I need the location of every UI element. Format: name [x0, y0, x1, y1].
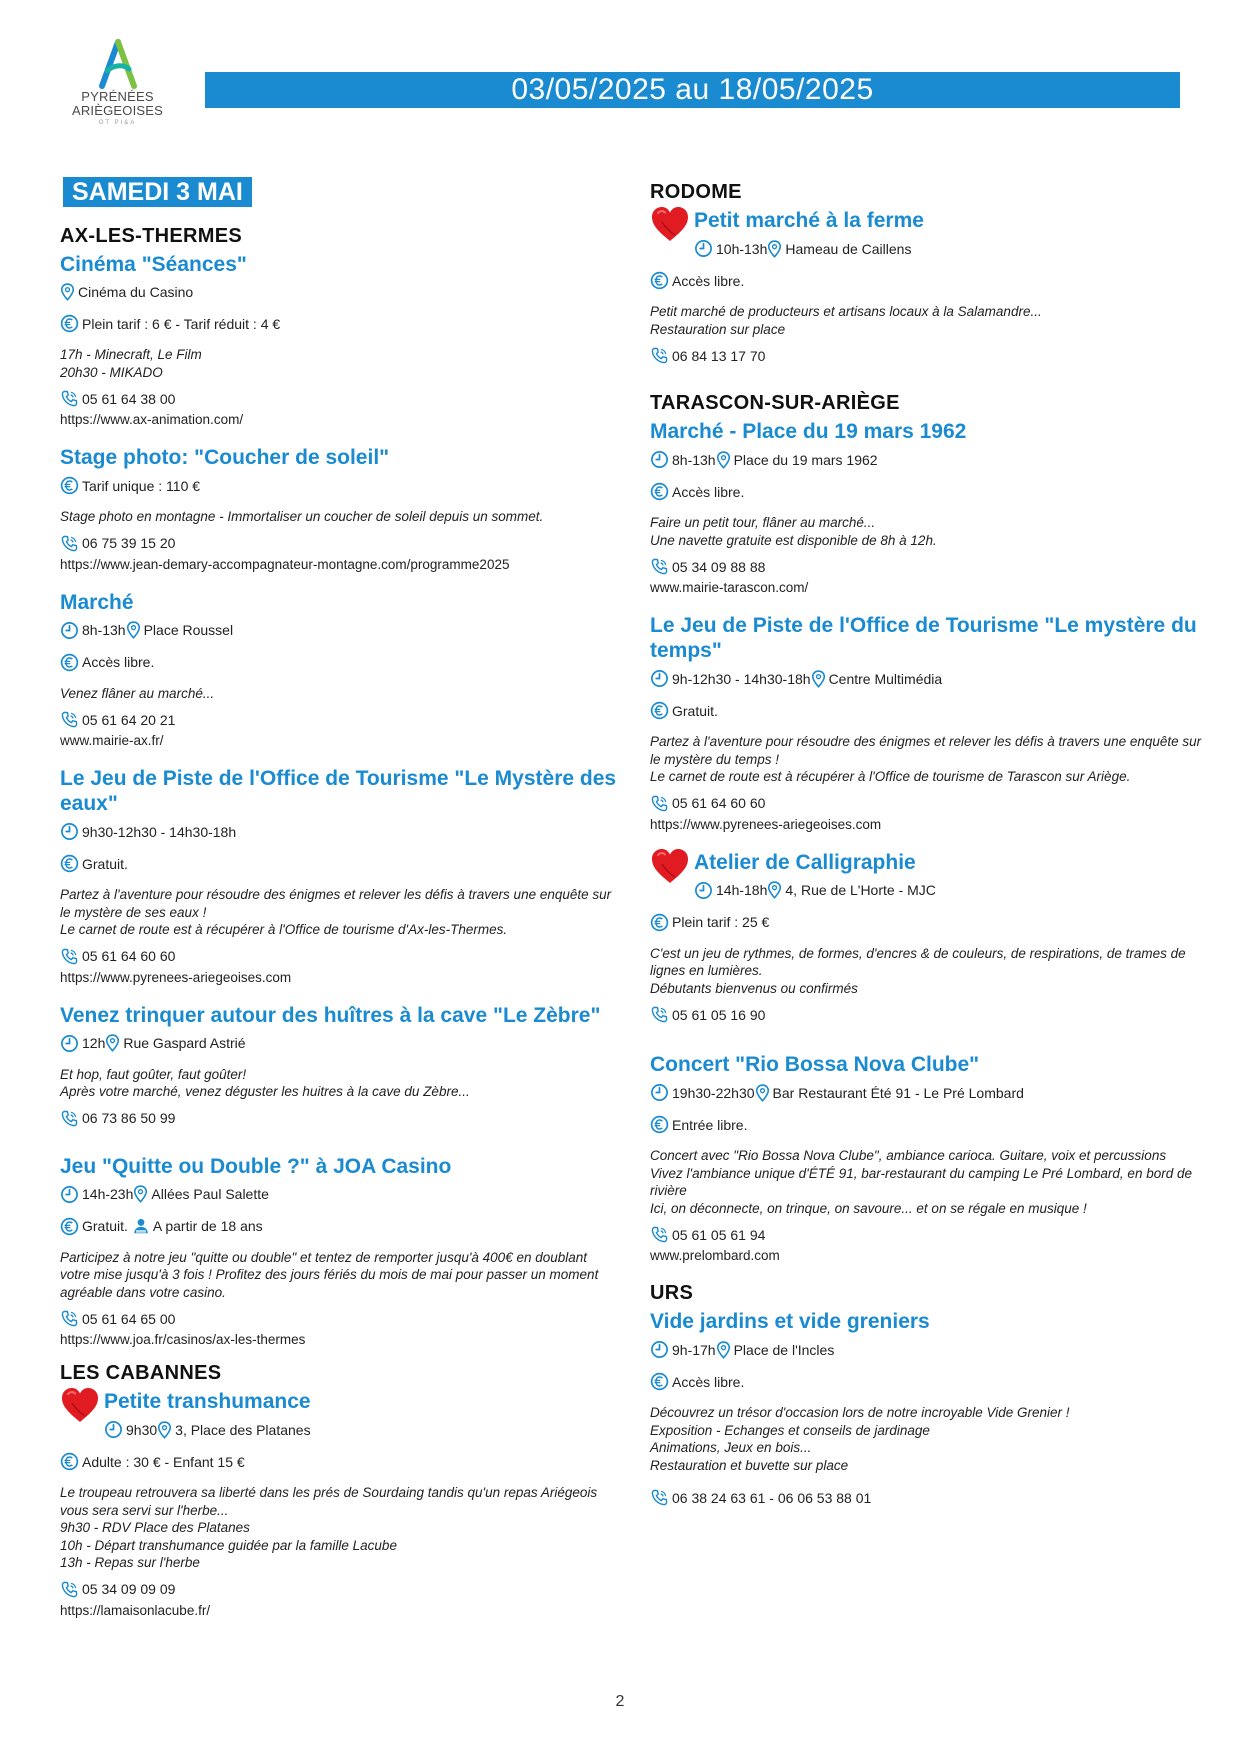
euro-icon: [60, 1217, 79, 1236]
event-phone-row: [60, 1309, 620, 1328]
event-url[interactable]: www.mairie-ax.fr/: [60, 733, 164, 748]
logo-line-2: ARIÈGEOISES: [71, 103, 164, 118]
event-price: Gratuit.: [672, 702, 718, 719]
event: [650, 850, 1210, 1025]
event-phone[interactable]: 05 61 64 38 00: [82, 390, 176, 407]
description-line: Concert avec "Rio Bossa Nova Clube", ambiance carioca. Guitare, voix et percussions: [650, 1148, 1167, 1163]
location-pin-icon: [60, 283, 75, 301]
description-line: Le carnet de route est à récupérer à l'Office de tourisme d'Ax-les-Thermes.: [60, 922, 508, 937]
event-description: [60, 685, 620, 703]
event-phone-row: [60, 1109, 620, 1128]
euro-icon: [60, 1452, 79, 1471]
event-price: Plein tarif : 6 € - Tarif réduit : 4 €: [82, 315, 281, 332]
event-hours: 19h30-22h30: [672, 1084, 755, 1101]
description-line: C'est un jeu de rythmes, de formes, d'encres & de couleurs, de respirations, de trames de lignes en lumières.: [650, 945, 1186, 978]
description-line: Animations, Jeux en bois...: [650, 1440, 812, 1455]
event-hours: 9h-17h: [672, 1341, 716, 1358]
description-line: Partez à l'aventure pour résoudre des énigmes et relever les défis à travers une enquête sur le mystère de ses eaux !: [60, 887, 612, 920]
event-phone[interactable]: 05 61 64 60 60: [82, 948, 176, 964]
description-line: Venez flâner au marché...: [60, 685, 215, 701]
event: [650, 1309, 1210, 1507]
phone-icon: [60, 1309, 79, 1328]
clock-icon: [650, 669, 669, 688]
phone-icon: [60, 1580, 79, 1599]
event-title: Concert "Rio Bossa Nova Clube": [650, 1053, 980, 1076]
left-column: [60, 224, 620, 1636]
phone-icon: [650, 1225, 669, 1244]
description-line: Petit marché de producteurs et artisans locaux à la Salamandre...: [650, 304, 1042, 319]
description-line: Une navette gratuite est disponible de 8h à 12h.: [650, 532, 937, 548]
clock-icon: [104, 1420, 123, 1439]
event-price-row: [650, 1372, 1210, 1391]
heart-icon: [648, 846, 692, 891]
event-place: Hameau de Caillens: [785, 240, 912, 257]
event-meta: [60, 1185, 620, 1204]
event-phone[interactable]: 06 84 13 17 70: [672, 347, 766, 364]
event-price: Plein tarif : 25 €: [672, 914, 770, 930]
description-line: Restauration et buvette sur place: [650, 1457, 849, 1473]
clock-icon: [650, 1340, 669, 1359]
event-description: [650, 733, 1210, 786]
event-meta: [60, 1034, 620, 1053]
event-phone[interactable]: 05 61 64 65 00: [82, 1310, 176, 1327]
event-place: Place Roussel: [143, 622, 234, 638]
location-pin-icon: [767, 881, 782, 899]
event: [60, 1154, 620, 1350]
description-line: Et hop, faut goûter, faut goûter!: [60, 1066, 247, 1082]
event-title: Le Jeu de Piste de l'Office de Tourisme "Le mystère du temps": [650, 614, 1197, 662]
event-title: Marché: [60, 590, 134, 614]
logo-mark-icon: [94, 38, 142, 90]
clock-icon: [60, 822, 79, 841]
event-place: Place du 19 mars 1962: [733, 451, 878, 468]
event-description: [60, 1066, 620, 1101]
description-line: Le carnet de route est à récupérer à l'Office de tourisme de Tarascon sur Ariège.: [650, 769, 1131, 784]
event-description: [650, 1404, 1210, 1474]
event-hours: 9h-12h30 - 14h30-18h: [672, 670, 811, 687]
description-line: Débutants bienvenus ou confirmés: [650, 980, 858, 996]
event-hours: 14h-23h: [82, 1186, 134, 1202]
event-description: [650, 303, 1210, 338]
description-line: 10h - Départ transhumance guidée par la famille Lacube: [60, 1537, 397, 1553]
event-title: Le Jeu de Piste de l'Office de Tourisme "Le Mystère des eaux": [60, 767, 617, 815]
event-price: Adulte : 30 € - Enfant 15 €: [82, 1453, 245, 1470]
clock-icon: [60, 1185, 79, 1204]
location-pin-icon: [767, 240, 782, 258]
event-description: [650, 945, 1210, 998]
event-phone[interactable]: 06 75 39 15 20: [82, 535, 176, 551]
event-phone[interactable]: 05 61 64 60 60: [672, 795, 766, 811]
event-phone-row: [650, 1225, 1210, 1244]
phone-icon: [60, 534, 79, 553]
event-phone[interactable]: 06 38 24 63 61 - 06 06 53 88 01: [672, 1489, 872, 1506]
event-hours: 9h30: [126, 1421, 158, 1438]
phone-icon: [60, 1109, 79, 1128]
event-title: Vide jardins et vide greniers: [650, 1310, 930, 1333]
event-description: [60, 1484, 620, 1572]
description-line: Partez à l'aventure pour résoudre des énigmes et relever les défis à travers une enquête sur le mystère du temps !: [650, 734, 1202, 767]
day-heading: SAMEDI 3 MAI: [63, 177, 252, 207]
event-phone-row: [650, 557, 1210, 576]
description-line: Ici, on déconnecte, on trinque, on savoure... et on se régale en musique !: [650, 1200, 1087, 1216]
event-price-row: [60, 653, 620, 672]
event-meta: [650, 1083, 1210, 1102]
event-phone-row: [60, 710, 620, 729]
event-hours: 9h30-12h30 - 14h30-18h: [82, 823, 237, 840]
location-pin-icon: [811, 670, 826, 688]
event-url[interactable]: https://www.pyrenees-ariegeoises.com: [650, 816, 882, 832]
event-place: Cinéma du Casino: [78, 284, 194, 300]
euro-icon: [60, 854, 79, 873]
phone-icon: [650, 557, 669, 576]
event-phone-row: [60, 1580, 620, 1599]
event-hours: 8h-13h: [82, 622, 126, 638]
description-line: Vivez l'ambiance unique d'ÉTÉ 91, bar-restaurant du camping Le Pré Lombard, en bord de rivière: [650, 1165, 1192, 1198]
clock-icon: [60, 621, 79, 640]
event: [650, 419, 1210, 597]
euro-icon: [60, 653, 79, 672]
event-hours: 10h-13h: [716, 240, 768, 257]
town-heading: RODOME: [650, 181, 742, 203]
event-title: Cinéma "Séances": [60, 253, 247, 276]
location-pin-icon: [133, 1185, 148, 1203]
logo-line-1: PYRÉNÉES: [81, 89, 154, 104]
event-phone[interactable]: 05 61 05 16 90: [672, 1006, 766, 1023]
event-phone[interactable]: 05 34 09 88 88: [672, 558, 766, 575]
description-line: 17h - Minecraft, Le Film: [60, 347, 202, 362]
event-price-row: [650, 1115, 1210, 1134]
euro-icon: [650, 913, 669, 932]
event-meta: [650, 239, 1210, 258]
event: [650, 208, 1210, 365]
event-description: [60, 508, 620, 526]
town-heading: TARASCON-SUR-ARIÈGE: [650, 392, 900, 414]
event-meta: [650, 669, 1210, 688]
event-title: Jeu "Quitte ou Double ?" à JOA Casino: [60, 1154, 452, 1178]
event-title: Venez trinquer autour des huîtres à la cave "Le Zèbre": [60, 1003, 601, 1027]
event-price: Gratuit.: [82, 855, 128, 872]
event-url[interactable]: https://www.joa.fr/casinos/ax-les-thermes: [60, 1332, 306, 1347]
logo: [70, 38, 165, 126]
event-price: Accès libre.: [672, 483, 745, 500]
event-url[interactable]: https://lamaisonlacube.fr/: [60, 1602, 211, 1618]
description-line: Restauration sur place: [650, 321, 786, 337]
event-url[interactable]: https://www.jean-demary-accompagnateur-montagne.com/programme2025: [60, 556, 510, 572]
event-place: Place de l'Incles: [733, 1341, 835, 1358]
event: [60, 1389, 620, 1620]
event-place: Allées Paul Salette: [151, 1186, 269, 1202]
location-pin-icon: [716, 451, 731, 469]
euro-icon: [650, 701, 669, 720]
date-range-banner: 03/05/2025 au 18/05/2025: [205, 72, 1180, 108]
euro-icon: [650, 1372, 669, 1391]
event-url[interactable]: www.mairie-tarascon.com/: [650, 580, 809, 595]
logo-line-3: OT PI&A: [98, 120, 137, 126]
description-line: Après votre marché, venez déguster les huitres à la cave du Zèbre...: [60, 1084, 470, 1099]
clock-icon: [694, 239, 713, 258]
event-price: Accès libre.: [672, 1373, 745, 1390]
town-heading: URS: [650, 1282, 694, 1304]
event-url[interactable]: https://www.ax-animation.com/: [60, 412, 244, 427]
event-hours: 12h: [82, 1035, 106, 1051]
euro-icon: [60, 314, 79, 333]
event-price: Accès libre.: [672, 272, 745, 289]
event-price-row: [60, 476, 620, 495]
event-age: A partir de 18 ans: [152, 1218, 263, 1234]
event-phone-row: [650, 346, 1210, 365]
heart-icon: [648, 204, 692, 249]
event-description: [650, 514, 1210, 549]
description-line: Découvrez un trésor d'occasion lors de notre incroyable Vide Grenier !: [650, 1405, 1070, 1420]
clock-icon: [650, 450, 669, 469]
event-place: Rue Gaspard Astrié: [123, 1035, 246, 1051]
event-price-row: [650, 482, 1210, 501]
town-heading: LES CABANNES: [60, 1362, 222, 1384]
phone-icon: [60, 710, 79, 729]
clock-icon: [650, 1083, 669, 1102]
event-price-row: [60, 854, 620, 873]
location-pin-icon: [105, 1034, 120, 1052]
event-meta: [650, 881, 1210, 900]
phone-icon: [650, 346, 669, 365]
person-icon: [132, 1217, 150, 1235]
event-title: Petite transhumance: [104, 1390, 311, 1413]
event-meta: [650, 1340, 1210, 1359]
event-price: Entrée libre.: [672, 1116, 748, 1133]
phone-icon: [650, 1488, 669, 1507]
event-price-row: [650, 271, 1210, 290]
event-place: 3, Place des Platanes: [175, 1421, 311, 1438]
right-column: [650, 180, 1210, 1523]
clock-icon: [694, 881, 713, 900]
event-meta: [60, 822, 620, 841]
event-price: Tarif unique : 110 €: [82, 477, 201, 494]
event-hours: 8h-13h: [672, 451, 716, 468]
description-line: Stage photo en montagne - Immortaliser un coucher de soleil depuis un sommet.: [60, 509, 544, 524]
event-place: Bar Restaurant Été 91 - Le Pré Lombard: [772, 1084, 1024, 1101]
event-description: [60, 1249, 620, 1302]
phone-icon: [650, 1005, 669, 1024]
event-description: [60, 346, 620, 381]
event: [60, 766, 620, 987]
description-line: 13h - Repas sur l'herbe: [60, 1555, 200, 1570]
event-price: Gratuit.: [82, 1218, 128, 1234]
event-title: Atelier de Calligraphie: [694, 850, 916, 874]
event-title: Stage photo: "Coucher de soleil": [60, 446, 390, 469]
event-phone-row: [60, 534, 620, 553]
event: [60, 445, 620, 574]
event-price-row: [60, 1217, 620, 1236]
event: [650, 1052, 1210, 1265]
event-phone-row: [650, 1005, 1210, 1024]
event: [60, 1003, 620, 1128]
location-pin-icon: [157, 1421, 172, 1439]
event-description: [60, 886, 620, 939]
description-line: Faire un petit tour, flâner au marché...: [650, 515, 876, 530]
description-line: Exposition - Echanges et conseils de jardinage: [650, 1422, 930, 1438]
event-description: [650, 1147, 1210, 1217]
description-line: Le troupeau retrouvera sa liberté dans les prés de Sourdaing tandis qu'un repas Ariégeois vous sera servi sur l'herbe...: [60, 1485, 598, 1518]
phone-icon: [650, 794, 669, 813]
event-url[interactable]: www.prelombard.com: [650, 1248, 780, 1263]
event-url[interactable]: https://www.pyrenees-ariegeoises.com: [60, 969, 292, 985]
event-meta: [650, 450, 1210, 469]
event-phone[interactable]: 06 73 86 50 99: [82, 1110, 176, 1126]
event-phone-row: [60, 947, 620, 966]
event-price-row: [60, 1452, 620, 1471]
euro-icon: [650, 1115, 669, 1134]
event-place: Centre Multimédia: [828, 670, 943, 687]
heart-icon: [58, 1385, 102, 1430]
location-pin-icon: [716, 1341, 731, 1359]
event-price-row: [650, 701, 1210, 720]
event-phone[interactable]: 05 61 05 61 94: [672, 1226, 766, 1243]
event-place: 4, Rue de L'Horte - MJC: [785, 882, 936, 898]
description-line: Participez à notre jeu "quitte ou double" et tentez de remporter jusqu'à 400€ en doublant votre mise jusqu'à 3 fois ! Profitez des jours fériés du mois de mai pour passer un moment agréable dans votre casino.: [60, 1249, 599, 1300]
event-phone-row: [650, 1488, 1210, 1507]
euro-icon: [650, 482, 669, 501]
event-title: Petit marché à la ferme: [694, 209, 924, 232]
clock-icon: [60, 1034, 79, 1053]
description-line: 9h30 - RDV Place des Platanes: [60, 1520, 250, 1535]
event-meta: [60, 283, 620, 301]
event-price-row: [60, 314, 620, 333]
location-pin-icon: [755, 1084, 770, 1102]
event-phone-row: [650, 794, 1210, 813]
town-heading: AX-LES-THERMES: [60, 225, 242, 247]
description-line: 20h30 - MIKADO: [60, 364, 163, 380]
event-title: Marché - Place du 19 mars 1962: [650, 420, 967, 443]
event: [60, 590, 620, 751]
phone-icon: [60, 389, 79, 408]
page-number: 2: [615, 1693, 625, 1710]
euro-icon: [60, 476, 79, 495]
event-price-row: [650, 913, 1210, 932]
event: [60, 252, 620, 429]
event-phone[interactable]: 05 34 09 09 09: [82, 1581, 176, 1597]
phone-icon: [60, 947, 79, 966]
event-phone-row: [60, 389, 620, 408]
location-pin-icon: [126, 621, 141, 639]
event-meta: [60, 1420, 620, 1439]
event-phone[interactable]: 05 61 64 20 21: [82, 711, 176, 728]
event-meta: [60, 621, 620, 640]
event-hours: 14h-18h: [716, 882, 768, 898]
euro-icon: [650, 271, 669, 290]
event-price: Accès libre.: [82, 654, 155, 670]
event: [650, 613, 1210, 834]
